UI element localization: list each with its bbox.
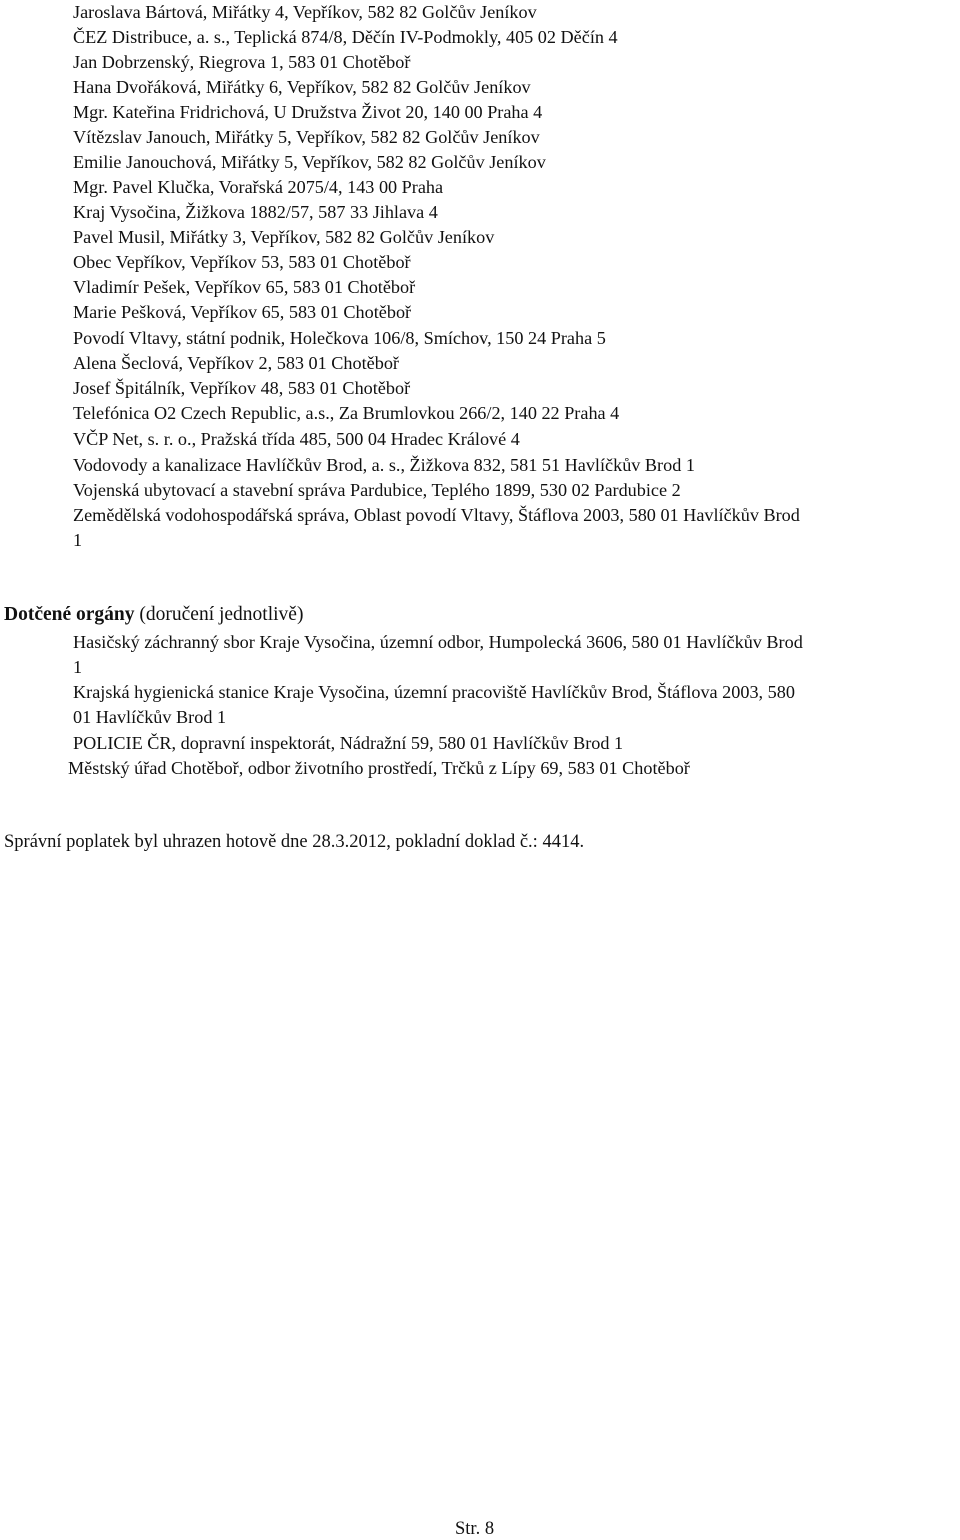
affected-body-line: 01 Havlíčkův Brod 1: [73, 707, 227, 727]
recipient-line: Pavel Musil, Miřátky 3, Vepříkov, 582 82 Golčův Jeníkov: [73, 227, 495, 247]
recipient-line: Hana Dvořáková, Miřátky 6, Vepříkov, 582 82 Golčův Jeníkov: [73, 77, 531, 97]
recipient-line: Telefónica O2 Czech Republic, a.s., Za Brumlovkou 266/2, 140 22 Praha 4: [73, 403, 620, 423]
recipient-line: Kraj Vysočina, Žižkova 1882/57, 587 33 Jihlava 4: [73, 202, 438, 222]
recipient-line: Vodovody a kanalizace Havlíčkův Brod, a. s., Žižkova 832, 581 51 Havlíčkův Brod 1: [73, 455, 695, 475]
recipient-line: Mgr. Kateřina Fridrichová, U Družstva Život 20, 140 00 Praha 4: [73, 102, 543, 122]
recipient-line: Vladimír Pešek, Vepříkov 65, 583 01 Chotěboř: [73, 277, 416, 297]
affected-body-line: Krajská hygienická stanice Kraje Vysočina, územní pracoviště Havlíčkův Brod, Štáflova 2003, 580: [73, 682, 795, 702]
recipient-line: Zemědělská vodohospodářská správa, Oblast povodí Vltavy, Štáflova 2003, 580 01 Havlíčkův Brod: [73, 505, 800, 525]
affected-bodies-heading-rest: (doručení jednotlivě): [134, 604, 304, 625]
recipient-line: Obec Vepříkov, Vepříkov 53, 583 01 Chotěboř: [73, 252, 411, 272]
affected-bodies-heading-bold: Dotčené orgány: [4, 604, 135, 625]
recipient-line: Jaroslava Bártová, Miřátky 4, Vepříkov, 582 82 Golčův Jeníkov: [73, 2, 537, 22]
page-number: Str. 8: [455, 1519, 495, 1539]
recipient-line: Vítězslav Janouch, Miřátky 5, Vepříkov, 582 82 Golčův Jeníkov: [73, 127, 540, 147]
recipient-line: ČEZ Distribuce, a. s., Teplická 874/8, Děčín IV-Podmokly, 405 02 Děčín 4: [73, 27, 618, 47]
recipient-line: Emilie Janouchová, Miřátky 5, Vepříkov, 582 82 Golčův Jeníkov: [73, 152, 546, 172]
affected-bodies-heading: [4, 602, 303, 628]
recipient-line: VČP Net, s. r. o., Pražská třída 485, 500 04 Hradec Králové 4: [73, 429, 520, 449]
fee-note: Správní poplatek byl uhrazen hotově dne 28.3.2012, pokladní doklad č.: 4414.: [4, 832, 585, 852]
affected-body-line: Městský úřad Chotěboř, odbor životního prostředí, Trčků z Lípy 69, 583 01 Chotěboř: [68, 758, 690, 778]
recipient-line: Alena Šeclová, Vepříkov 2, 583 01 Chotěboř: [73, 353, 399, 373]
recipient-line: Mgr. Pavel Klučka, Vorařská 2075/4, 143 00 Praha: [73, 177, 444, 197]
recipient-line: 1: [73, 530, 83, 550]
recipient-line: Povodí Vltavy, státní podnik, Holečkova 106/8, Smíchov, 150 24 Praha 5: [73, 328, 606, 348]
affected-body-line: 1: [73, 657, 83, 677]
affected-body-line: Hasičský záchranný sbor Kraje Vysočina, územní odbor, Humpolecká 3606, 580 01 Havlíčkův Brod: [73, 632, 803, 652]
recipient-line: Vojenská ubytovací a stavební správa Pardubice, Teplého 1899, 530 02 Pardubice 2: [73, 480, 681, 500]
affected-body-line: POLICIE ČR, dopravní inspektorát, Nádražní 59, 580 01 Havlíčkův Brod 1: [73, 733, 624, 753]
recipient-line: Jan Dobrzenský, Riegrova 1, 583 01 Chotěboř: [73, 52, 411, 72]
recipient-line: Josef Špitálník, Vepříkov 48, 583 01 Chotěboř: [73, 378, 411, 398]
recipient-line: Marie Pešková, Vepříkov 65, 583 01 Chotěboř: [73, 302, 412, 322]
